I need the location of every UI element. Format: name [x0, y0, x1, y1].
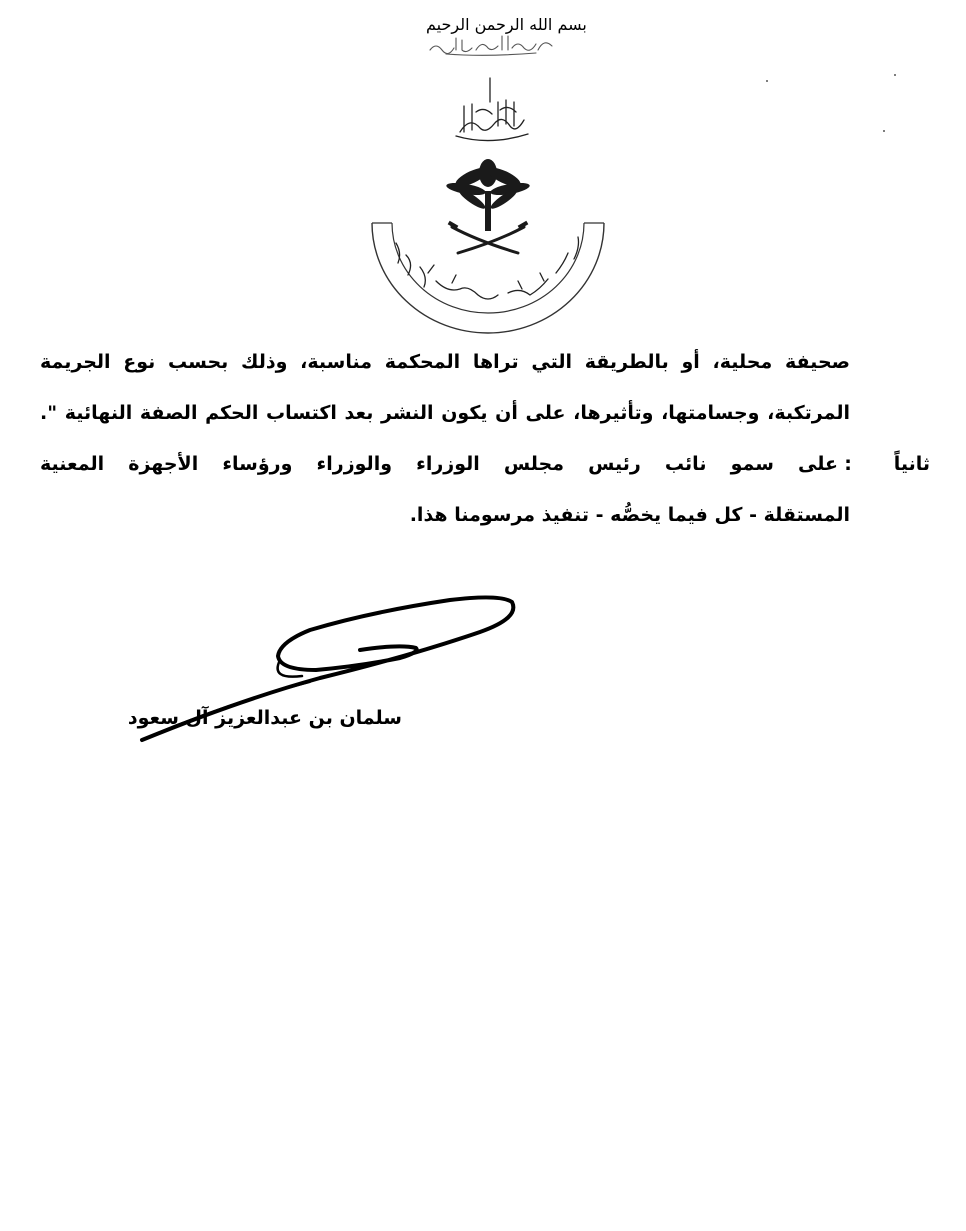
body-line-text: على سمو نائب رئيس مجلس الوزراء والوزراء ورؤساء الأجهزة المعنية	[40, 453, 838, 475]
body-line-2	[40, 403, 930, 423]
body-line-1	[40, 352, 930, 372]
body-line-text: صحيفة محلية، أو بالطريقة التي تراها المحكمة مناسبة، وذلك بحسب نوع الجريمة	[40, 351, 850, 373]
basmala-text	[0, 0, 1, 1]
body-line-text: المرتكبة، وجسامتها، وتأثيرها، على أن يكون النشر بعد اكتساب الحكم الصفة النهائية ".	[40, 402, 850, 424]
item-colon: :	[844, 453, 852, 475]
palm-and-swords-emblem-icon	[368, 155, 608, 333]
shahada-calligraphy-graphic	[450, 76, 532, 146]
svg-text:بسم الله الرحمن الرحيم: بسم الله الرحمن الرحيم	[426, 15, 587, 34]
emblem-text	[0, 0, 1, 1]
body-line-4	[40, 505, 930, 525]
item-label-second: ثانياً	[893, 453, 930, 475]
shahada-calligraphy	[450, 76, 532, 146]
basmala-calligraphy-graphic	[426, 15, 587, 58]
decree-body	[40, 352, 930, 556]
shahada-text	[0, 0, 1, 1]
body-line-text: المستقلة - كل فيما يخصُّه - تنفيذ مرسومنا هذا.	[409, 504, 850, 526]
signatory-name: سلمان بن عبدالعزيز آل سعود	[127, 707, 402, 729]
saudi-emblem	[368, 155, 608, 333]
body-line-3	[40, 454, 930, 474]
basmala-calligraphy	[426, 15, 587, 58]
